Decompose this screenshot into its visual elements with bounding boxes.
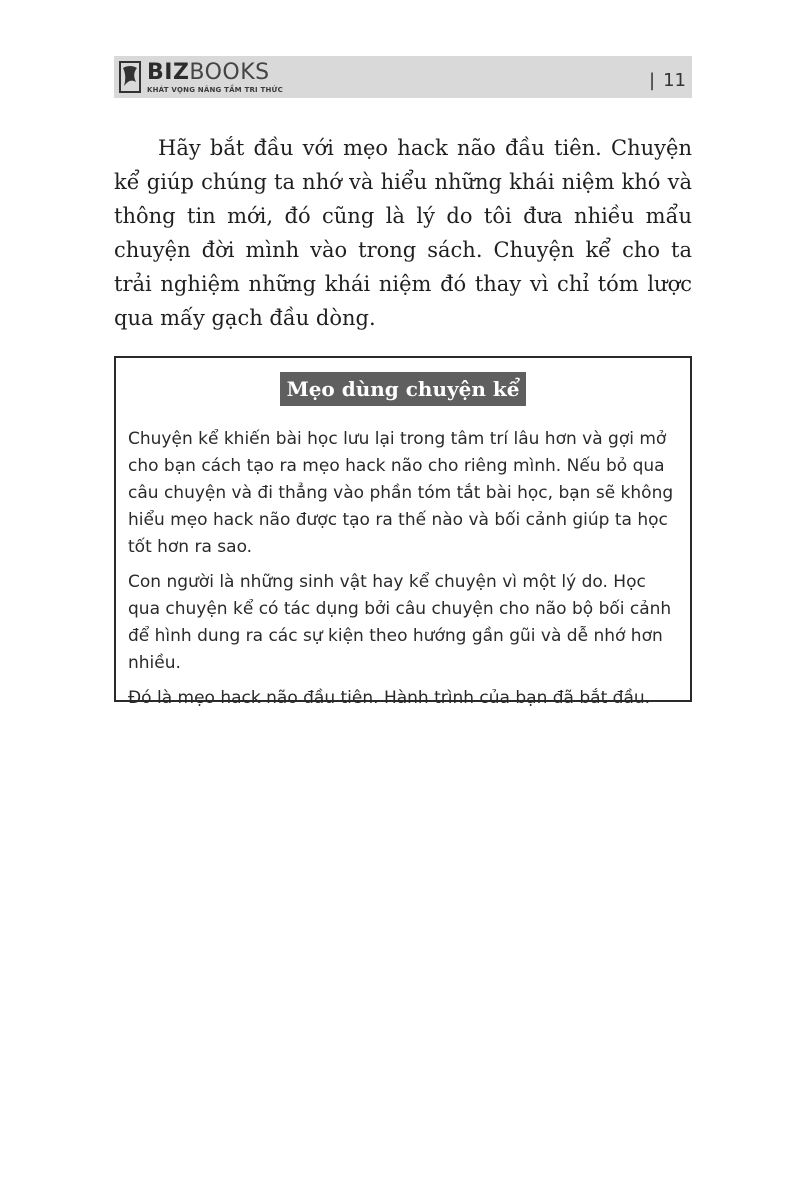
tip-paragraph: Đó là mẹo hack não đầu tiên. Hành trình của bạn đã bắt đầu. bbox=[128, 688, 651, 708]
brand-name-rest: BOOKS bbox=[189, 60, 270, 85]
page-number-value: 11 bbox=[663, 70, 686, 91]
tip-box-title: Mẹo dùng chuyện kể bbox=[280, 372, 527, 406]
tip-paragraph: Chuyện kể khiến bài học lưu lại trong tâm trí lâu hơn và gợi mở cho bạn cách tạo ra mẹo hack não cho riêng mình. Nếu bỏ qua câu chuyện và đi thẳng vào phần tóm tắt bài học, bạn sẽ không hiểu mẹo hack não được tạo ra thế nào và bối cảnh giúp ta học tốt hơn ra sao. bbox=[128, 429, 674, 557]
page-number-separator: | bbox=[649, 70, 656, 91]
brand-tagline: KHÁT VỌNG NÂNG TẦM TRI THỨC bbox=[147, 86, 283, 94]
tip-box bbox=[114, 356, 692, 708]
brand-name bbox=[147, 60, 270, 86]
tip-paragraph: Con người là những sinh vật hay kể chuyện vì một lý do. Học qua chuyện kể có tác dụng bởi câu chuyện cho não bộ bối cảnh để hình dung ra các sự kiện theo hướng gần gũi và dễ nhớ hơn nhiều. bbox=[128, 572, 672, 673]
body-paragraph: Hãy bắt đầu với mẹo hack não đầu tiên. Chuyện kể giúp chúng ta nhớ và hiểu những khái niệm khó và thông tin mới, đó cũng là lý do tôi đưa nhiều mẩu chuyện đời mình vào trong sách. Chuyện kể cho ta trải nghiệm những khái niệm đó thay vì chỉ tóm lược qua mấy gạch đầu dòng. bbox=[114, 136, 692, 330]
page-number bbox=[649, 69, 686, 93]
bizbooks-logo-icon bbox=[118, 60, 142, 94]
tip-box-body bbox=[128, 426, 680, 720]
brand-name-bold: BIZ bbox=[147, 60, 190, 85]
